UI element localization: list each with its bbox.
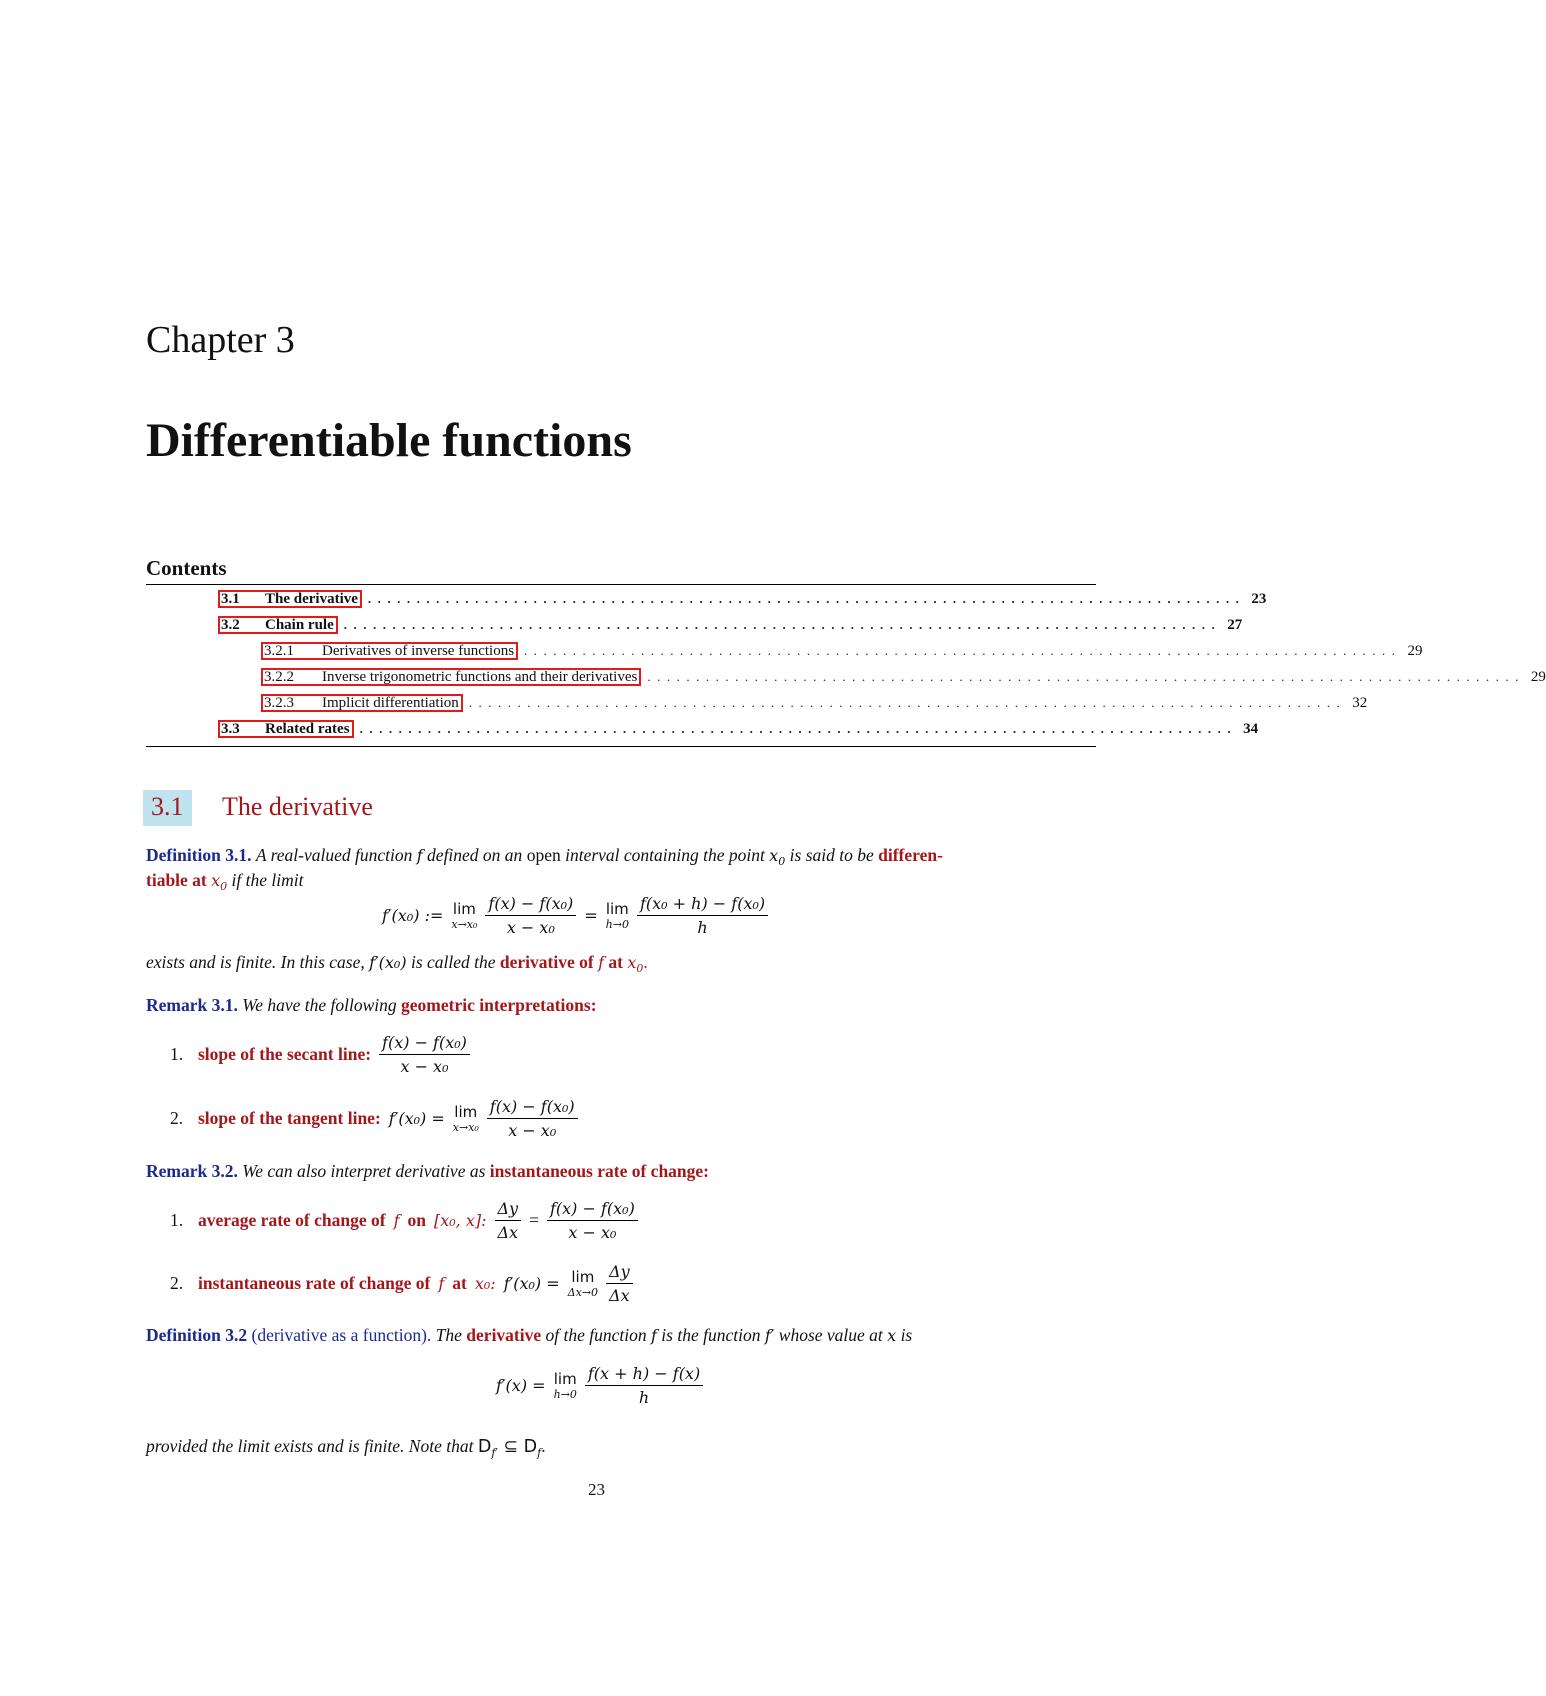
difference-quotient: $\frac{f(x + h) - f(x)}{h}$: [585, 1364, 703, 1407]
list-item: 1. average rate of change of f on [x₀, x]: $\frac{\Delta y}{\Delta x}$ = $\frac{\text{f(x) − f(x₀)}}{\text{x − x₀}}$: [170, 1199, 638, 1242]
definition-3-2: Definition 3.2 (derivative as a function). The derivative of the function f is the function f′ whose value at x is: [146, 1325, 913, 1345]
limit-operator: lim h→0: [605, 900, 629, 931]
definition-label: Definition 3.2: [146, 1325, 248, 1345]
toc-link[interactable]: [218, 720, 354, 738]
difference-quotient: $\frac{\text{f(x) − f(x₀)}}{\text{x − x₀}}$: [485, 894, 576, 937]
delta-fraction: $\frac{\Delta y}{\Delta x}$: [495, 1199, 522, 1242]
limit-operator: lim h→0: [553, 1370, 577, 1401]
average-rate-fraction: $\frac{\text{f(x) − f(x₀)}}{\text{x − x₀}}$: [547, 1199, 638, 1242]
page-number: 23: [588, 1480, 605, 1499]
contents-heading: Contents: [146, 556, 227, 580]
definition-3-1-conclusion: exists and is finite. In this case, f′(x₀) is called the derivative of f at $x_0$.: [146, 952, 648, 976]
secant-slope-fraction: $\frac{\text{f(x) − f(x₀)}}{\text{x − x₀}}$: [379, 1033, 470, 1076]
limit-operator: lim x→x₀: [452, 1103, 479, 1134]
toc-link[interactable]: [218, 590, 362, 608]
toc-page: 27: [1227, 616, 1243, 633]
limit-operator: lim Δx→0: [567, 1268, 599, 1299]
toc-link[interactable]: [261, 642, 518, 660]
toc-page: 34: [1243, 720, 1259, 737]
toc-title: Related rates: [265, 720, 350, 737]
toc-number: 3.2: [221, 616, 240, 633]
difference-quotient: $\frac{\text{f(x₀ + h) − f(x₀)}}{h}$: [637, 894, 768, 937]
definition-label: Definition 3.1.: [146, 845, 252, 865]
toc-entry[interactable]: [261, 692, 1368, 714]
toc-title: Chain rule: [265, 616, 334, 633]
toc-title: The derivative: [265, 590, 358, 607]
list-item: 2. instantaneous rate of change of f at x₀: f′(x₀) = lim Δx→0 $\frac{\Delta y}{\Delta x}$: [170, 1262, 633, 1305]
toc-entry[interactable]: [218, 588, 1267, 610]
section-title: The derivative: [222, 792, 373, 821]
toc-page: 29: [1407, 642, 1423, 659]
chapter-title: Differentiable functions: [146, 414, 632, 467]
toc-dots: ..........................................................................................: [343, 617, 1222, 632]
contents-top-rule: [146, 584, 1096, 585]
toc-number: 3.3: [221, 720, 240, 737]
derivative-definition-equation: f′(x₀) := lim x→x₀ $\frac{\text{f(x) − f(x₀)}}{\text{x − x₀}}$ = lim h→0 $\frac{\text{f(x₀ + h) − f(x₀)}}{h}$: [382, 894, 768, 937]
toc-title: Inverse trigonometric functions and their derivatives: [322, 668, 638, 685]
tangent-slope-fraction: $\frac{\text{f(x) − f(x₀)}}{\text{x − x₀}}$: [487, 1097, 578, 1140]
toc-dots: ..........................................................................................: [524, 643, 1402, 658]
remark-3-1: Remark 3.1. We have the following geometric interpretations:: [146, 995, 597, 1015]
toc-page: 32: [1352, 694, 1368, 711]
toc-number: 3.2.1: [264, 642, 294, 659]
remark-label: Remark 3.1.: [146, 995, 238, 1015]
remark-3-2: Remark 3.2. We can also interpret derivative as instantaneous rate of change:: [146, 1161, 710, 1181]
section-number: 3.1: [151, 792, 184, 821]
toc-number: 3.2.3: [264, 694, 294, 711]
toc-dots: ..........................................................................................: [647, 669, 1525, 684]
definition-3-2-conclusion: provided the limit exists and is finite. Note that $D_{f'}$ ⊆ $D_f$.: [146, 1436, 546, 1460]
toc-title: Implicit differentiation: [322, 694, 459, 711]
toc-number: 3.1: [221, 590, 240, 607]
toc-page: 23: [1251, 590, 1267, 607]
definition-3-1-line2: tiable at $x_0$ if the limit: [146, 870, 304, 894]
remark-label: Remark 3.2.: [146, 1161, 238, 1181]
list-item: 2. slope of the tangent line: f′(x₀) = lim x→x₀ $\frac{\text{f(x) − f(x₀)}}{\text{x − x₀}}$: [170, 1097, 578, 1140]
toc-number: 3.2.2: [264, 668, 294, 685]
definition-3-1-line1: Definition 3.1. A real-valued function f defined on an open interval containing the point $x_0$ is said to be differen-: [146, 845, 943, 869]
toc-entry[interactable]: [218, 614, 1243, 636]
toc-link[interactable]: [261, 694, 463, 712]
toc-page: 29: [1530, 668, 1546, 685]
limit-operator: lim x→x₀: [451, 900, 478, 931]
toc-entry[interactable]: [261, 640, 1423, 662]
toc-entry[interactable]: [218, 718, 1259, 740]
instantaneous-rate-fraction: $\frac{\Delta y}{\Delta x}$: [606, 1262, 633, 1305]
toc-entry[interactable]: [261, 666, 1546, 688]
chapter-label: Chapter 3: [146, 319, 295, 361]
contents-bottom-rule: [146, 746, 1096, 747]
toc-dots: ..........................................................................................: [367, 591, 1246, 606]
toc-dots: ..........................................................................................: [468, 695, 1347, 710]
list-item: 1. slope of the secant line: $\frac{\text{f(x) − f(x₀)}}{\text{x − x₀}}$: [170, 1033, 470, 1076]
toc-link[interactable]: [261, 668, 641, 686]
toc-title: Derivatives of inverse functions: [322, 642, 515, 659]
derivative-function-equation: f′(x) = lim h→0 $\frac{f(x + h) - f(x)}{h}$: [496, 1364, 703, 1407]
toc-dots: ..........................................................................................: [359, 721, 1238, 736]
toc-link[interactable]: [218, 616, 338, 634]
